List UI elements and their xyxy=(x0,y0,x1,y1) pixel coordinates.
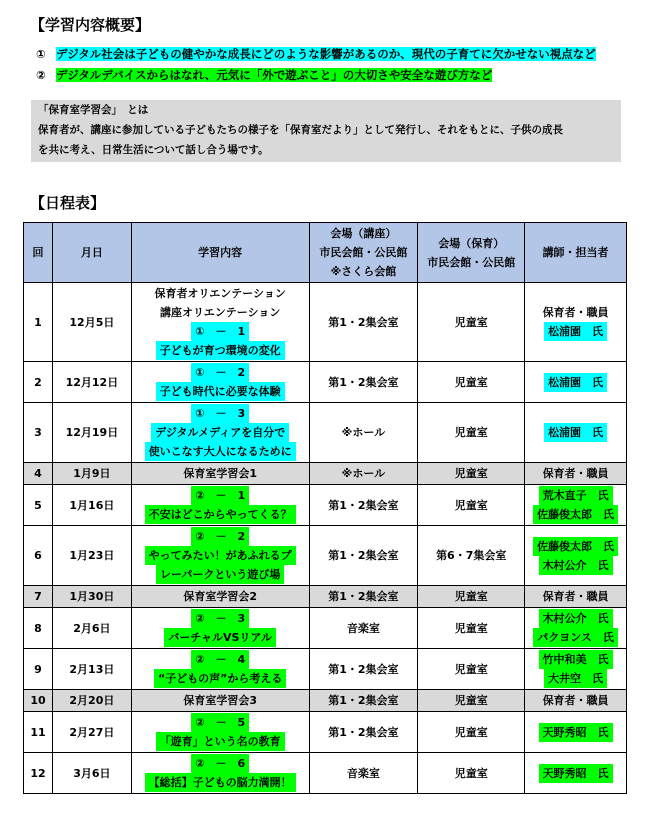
session-content xyxy=(131,712,309,753)
session-content xyxy=(131,690,309,712)
session-date: 12月5日 xyxy=(52,283,131,362)
session-venue: 第1・2集会室 xyxy=(309,283,418,362)
childcare-room: 児童室 xyxy=(418,753,525,794)
cell-line: やってみたい！があふれるプ xyxy=(145,546,296,565)
cell-line: 使いこなす大人になるために xyxy=(145,442,296,461)
header-line: 市民会館・公民館 xyxy=(319,246,408,259)
cell-line: パクヨンス 氏 xyxy=(533,628,618,647)
about-body: 保育者が、講座に参加している子どもたちの様子を「保育室だより」として発行し、それをもとに、子供の成長 xyxy=(38,124,563,136)
session-content xyxy=(131,608,309,649)
childcare-room: 児童室 xyxy=(418,463,525,485)
session-number: 3 xyxy=(24,403,53,463)
cell-line: 佐藤俊太郎 氏 xyxy=(533,537,618,556)
cell-line: 【総括】子どもの脳力満開！ xyxy=(145,773,296,792)
header-line: 学習内容 xyxy=(198,246,243,259)
session-date: 1月30日 xyxy=(52,586,131,608)
cell-line: 子ども時代に必要な体験 xyxy=(156,382,285,401)
session-venue: 第1・2集会室 xyxy=(309,526,418,586)
cell-line: 保育者オリエンテーション xyxy=(154,287,286,300)
session-number: 5 xyxy=(24,485,53,526)
header-line: 講師・担当者 xyxy=(542,246,609,259)
childcare-room: 児童室 xyxy=(418,485,525,526)
cell-line: 保育者・職員 xyxy=(542,306,609,319)
table-row xyxy=(24,485,627,526)
session-number: 2 xyxy=(24,362,53,403)
session-lecturer xyxy=(525,485,627,526)
cell-line: 天野秀昭 氏 xyxy=(539,723,613,742)
item-number: ② xyxy=(36,68,46,82)
cell-line: “子どもの声”から考える xyxy=(154,669,286,688)
childcare-room: 児童室 xyxy=(418,362,525,403)
session-venue: 音楽室 xyxy=(309,753,418,794)
cell-line: 佐藤俊太郎 氏 xyxy=(533,505,618,524)
session-date: 3月6日 xyxy=(52,753,131,794)
table-row xyxy=(24,362,627,403)
header-date xyxy=(52,223,131,283)
cell-line: バーチャルVSリアル xyxy=(164,628,276,647)
childcare-room: 児童室 xyxy=(418,690,525,712)
session-venue: 第1・2集会室 xyxy=(309,690,418,712)
session-date: 12月12日 xyxy=(52,362,131,403)
session-date: 2月6日 xyxy=(52,608,131,649)
header-venue-childcare xyxy=(418,223,525,283)
table-row xyxy=(24,608,627,649)
session-content xyxy=(131,463,309,485)
cell-line: ② － 5 xyxy=(191,713,249,732)
table-row xyxy=(24,649,627,690)
session-number: 4 xyxy=(24,463,53,485)
session-venue: 第1・2集会室 xyxy=(309,649,418,690)
session-date: 2月20日 xyxy=(52,690,131,712)
session-venue: 第1・2集会室 xyxy=(309,586,418,608)
cell-line: ② － 6 xyxy=(191,754,249,773)
cell-line: ① － 2 xyxy=(191,363,249,382)
session-venue: ※ホール xyxy=(309,463,418,485)
session-number: 7 xyxy=(24,586,53,608)
session-content xyxy=(131,649,309,690)
header-venue-lecture xyxy=(309,223,418,283)
cell-line: 保育室学習会3 xyxy=(183,694,257,707)
childcare-room: 第6・7集会室 xyxy=(418,526,525,586)
cell-line: ② － 4 xyxy=(191,650,249,669)
cell-line: ① － 1 xyxy=(191,322,249,341)
header-lecturer xyxy=(525,223,627,283)
cell-line: 荒木直子 氏 xyxy=(539,486,613,505)
header-line: 会場（講座） xyxy=(330,227,397,240)
about-heading: 「保育室学習会」 とは xyxy=(38,104,149,116)
childcare-room: 児童室 xyxy=(418,403,525,463)
session-lecturer xyxy=(525,283,627,362)
session-lecturer xyxy=(525,608,627,649)
childcare-room: 児童室 xyxy=(418,712,525,753)
session-date: 12月19日 xyxy=(52,403,131,463)
session-date: 1月9日 xyxy=(52,463,131,485)
session-number: 12 xyxy=(24,753,53,794)
cell-line: ① － 3 xyxy=(191,404,249,423)
session-number: 6 xyxy=(24,526,53,586)
session-content xyxy=(131,526,309,586)
table-row xyxy=(24,526,627,586)
session-venue: 第1・2集会室 xyxy=(309,712,418,753)
session-content xyxy=(131,403,309,463)
session-date: 1月23日 xyxy=(52,526,131,586)
cell-line: 保育者・職員 xyxy=(542,590,609,603)
session-date: 2月27日 xyxy=(52,712,131,753)
overview-title: 【学習内容概要】 xyxy=(30,16,151,34)
cell-line: ② － 3 xyxy=(191,609,249,628)
header-content xyxy=(131,223,309,283)
header-line: 市民会館・公民館 xyxy=(427,255,516,269)
table-row xyxy=(24,753,627,794)
table-header-row xyxy=(24,223,627,283)
item-text: デジタルデバイスからはなれ、元気に「外で遊ぶこと」の大切さや安全な遊び方など xyxy=(56,68,493,82)
schedule-title: 【日程表】 xyxy=(30,194,106,212)
table-row xyxy=(24,403,627,463)
cell-line: レーパークという遊び場 xyxy=(156,565,284,584)
schedule-table xyxy=(23,222,627,794)
session-content xyxy=(131,283,309,362)
childcare-room: 児童室 xyxy=(418,586,525,608)
cell-line: 松浦園 氏 xyxy=(544,373,607,392)
session-number: 11 xyxy=(24,712,53,753)
cell-line: 松浦園 氏 xyxy=(544,322,607,341)
cell-line: 保育者・職員 xyxy=(542,694,609,707)
table-row xyxy=(24,463,627,485)
cell-line: 保育室学習会1 xyxy=(183,467,257,480)
cell-line: 不安はどこからやってくる？ xyxy=(145,505,296,524)
session-lecturer xyxy=(525,362,627,403)
cell-line: 大井空 氏 xyxy=(544,669,607,688)
session-lecturer xyxy=(525,526,627,586)
cell-line: ② － 1 xyxy=(191,486,249,505)
cell-line: 保育室学習会2 xyxy=(183,590,257,603)
cell-line: デジタルメディアを自分で xyxy=(151,423,289,442)
header-line: 回 xyxy=(32,246,44,259)
cell-line: 木村公介 氏 xyxy=(539,609,613,628)
session-venue: 第1・2集会室 xyxy=(309,362,418,403)
session-content xyxy=(131,485,309,526)
session-lecturer xyxy=(525,586,627,608)
about-box xyxy=(31,100,621,162)
overview-item xyxy=(36,66,492,84)
item-number: ① xyxy=(36,47,46,61)
session-content xyxy=(131,586,309,608)
session-date: 2月13日 xyxy=(52,649,131,690)
session-number: 10 xyxy=(24,690,53,712)
cell-line: 講座オリエンテーション xyxy=(160,306,281,319)
cell-line: ② － 2 xyxy=(191,527,249,546)
cell-line: 木村公介 氏 xyxy=(539,556,613,575)
cell-line: 子どもが育つ環境の変化 xyxy=(156,341,285,360)
header-line: ※さくら会館 xyxy=(330,265,397,278)
header-line: 月日 xyxy=(80,246,103,259)
cell-line: 天野秀昭 氏 xyxy=(539,764,613,783)
header-no xyxy=(24,223,53,283)
session-venue: 第1・2集会室 xyxy=(309,485,418,526)
overview-item xyxy=(36,45,596,63)
table-row xyxy=(24,586,627,608)
header-line: 会場（保育） xyxy=(438,236,505,250)
about-body: を共に考え、日常生活について話し合う場です。 xyxy=(38,144,269,156)
cell-line: 保育者・職員 xyxy=(542,467,609,480)
table-row xyxy=(24,690,627,712)
session-number: 1 xyxy=(24,283,53,362)
table-row xyxy=(24,712,627,753)
session-number: 9 xyxy=(24,649,53,690)
childcare-room: 児童室 xyxy=(418,283,525,362)
cell-line: 松浦園 氏 xyxy=(544,423,607,442)
session-lecturer xyxy=(525,649,627,690)
session-lecturer xyxy=(525,463,627,485)
childcare-room: 児童室 xyxy=(418,608,525,649)
session-venue: 音楽室 xyxy=(309,608,418,649)
session-lecturer xyxy=(525,403,627,463)
session-date: 1月16日 xyxy=(52,485,131,526)
session-venue: ※ホール xyxy=(309,403,418,463)
session-lecturer xyxy=(525,753,627,794)
item-text: デジタル社会は子どもの健やかな成長にどのような影響があるのか、現代の子育てに欠かせない視点など xyxy=(56,47,596,61)
session-content xyxy=(131,362,309,403)
session-content xyxy=(131,753,309,794)
childcare-room: 児童室 xyxy=(418,649,525,690)
session-number: 8 xyxy=(24,608,53,649)
table-row xyxy=(24,283,627,362)
session-lecturer xyxy=(525,690,627,712)
session-lecturer xyxy=(525,712,627,753)
cell-line: 竹中和美 氏 xyxy=(539,650,613,669)
cell-line: 「遊育」という名の教育 xyxy=(156,732,285,751)
